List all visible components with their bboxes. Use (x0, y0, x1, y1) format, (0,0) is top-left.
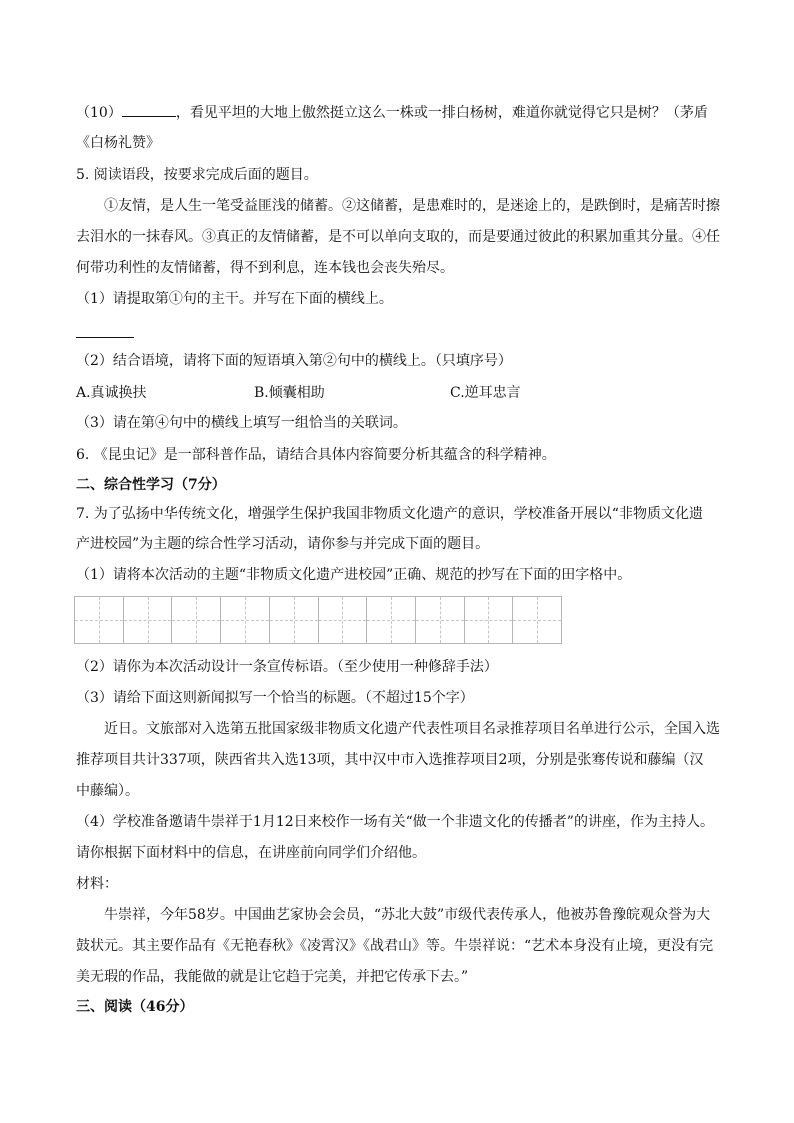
q5-option-a: A.真诚换扶 (76, 385, 147, 401)
q5-answer-line[interactable] (76, 337, 134, 338)
q5-title: 5. 阅读语段，按要求完成后面的题目。 (76, 167, 318, 183)
tianzige-cell[interactable] (124, 597, 173, 643)
q6-question: 6. 《昆虫记》是一部科普作品，请结合具体内容简要分析其蕴含的科学精神。 (76, 447, 556, 463)
q10-blank[interactable] (122, 104, 176, 117)
material-line-3: 美无瑕的作品，我能做的就是让它趋于完美，并把它传承下去。” (76, 969, 469, 985)
tianzige-cell[interactable] (75, 597, 124, 643)
q10-text: ，看见平坦的大地上傲然挺立这么一株或一排白杨树，难道你就觉得它只是树？（茅盾 (175, 105, 708, 121)
tianzige-cell[interactable] (513, 597, 561, 643)
q7-sub4-line-1: （4）学校准备邀请牛崇祥于1月12日来校作一场有关“做一个非遗文化的传播者”的讲座，作为主持人。 (76, 814, 714, 830)
q5-passage-line-3: 何带功利性的友情储蓄，得不到利息，连本钱也会丧失殆尽。 (76, 260, 454, 276)
q7-sub1: （1）请将本次活动的主题“非物质文化遗产进校园”正确、规范的抄写在下面的田字格中。 (76, 567, 632, 583)
q5-sub2: （2）结合语境，请将下面的短语填入第②句中的横线上。（只填序号） (76, 353, 512, 369)
material-line-1: 牛崇祥，今年58岁。中国曲艺家协会会员，“苏北大鼓”市级代表传承人，他被苏鲁豫皖观众誉为大 (104, 907, 711, 923)
q5-sub1: （1）请提取第①句的主干。并写在下面的横线上。 (76, 291, 393, 307)
tianzige-grid[interactable] (74, 596, 562, 644)
tianzige-cell[interactable] (172, 597, 221, 643)
material-label: 材料： (76, 876, 118, 892)
q5-option-c: C.逆耳忠言 (450, 385, 521, 401)
q7-intro-line-2: 产进校园”为主题的综合性学习活动，请你参与并完成下面的题目。 (76, 536, 490, 552)
tianzige-cell[interactable] (319, 597, 368, 643)
q10-line (76, 103, 708, 123)
tianzige-cell[interactable] (270, 597, 319, 643)
q10-prefix: （10） (76, 105, 122, 121)
tianzige-cell[interactable] (465, 597, 514, 643)
q7-sub2: （2）请你为本次活动设计一条宣传标语。（至少使用一种修辞手法） (76, 659, 498, 675)
q7-news-line-1: 近日。文旅部对入选第五批国家级非物质文化遗产代表性项目名录推荐项目名单进行公示，全国入选 (104, 721, 720, 737)
q5-passage-line-1: ①友情，是人生一笔受益匪浅的储蓄。②这储蓄，是患难时的，是迷途上的，是跌倒时，是痛苦时擦 (104, 198, 720, 214)
q7-intro-line-1: 7. 为了弘扬中华传统文化，增强学生保护我国非物质文化遗产的意识，学校准备开展以“非物质文化遗 (76, 506, 703, 522)
q7-sub3: （3）请给下面这则新闻拟写一个恰当的标题。（不超过15个字） (76, 690, 474, 706)
q5-option-b: B.倾囊相助 (254, 385, 325, 401)
section-3-heading: 三、阅读（46分） (76, 999, 194, 1015)
material-line-2: 鼓状元。其主要作品有《无艳春秋》《凌霄汉》《战君山》等。牛崇祥说：“艺术本身没有止境，更没有完 (76, 938, 714, 954)
q7-sub4-line-2: 请你根据下面材料中的信息，在讲座前向同学们介绍他。 (76, 845, 426, 861)
q10-source: 《白杨礼赞》 (76, 135, 160, 151)
q7-news-line-3: 中藤编）。 (76, 783, 139, 799)
section-2-heading: 二、综合性学习（7分） (76, 477, 226, 493)
tianzige-cell[interactable] (367, 597, 416, 643)
tianzige-cell[interactable] (416, 597, 465, 643)
tianzige-cell[interactable] (221, 597, 270, 643)
q5-sub3: （3）请在第④句中的横线上填写一组恰当的关联词。 (76, 415, 407, 431)
q5-passage-line-2: 去泪水的一抹春风。③真正的友情储蓄，是不可以单向支取的，而是要通过彼此的积累加重其分量。④任 (76, 229, 720, 245)
q7-news-line-2: 推荐项目共计337项，陕西省共入选13项，其中汉中市入选推荐项目2项，分别是张骞传说和藤编（汉 (76, 752, 704, 768)
